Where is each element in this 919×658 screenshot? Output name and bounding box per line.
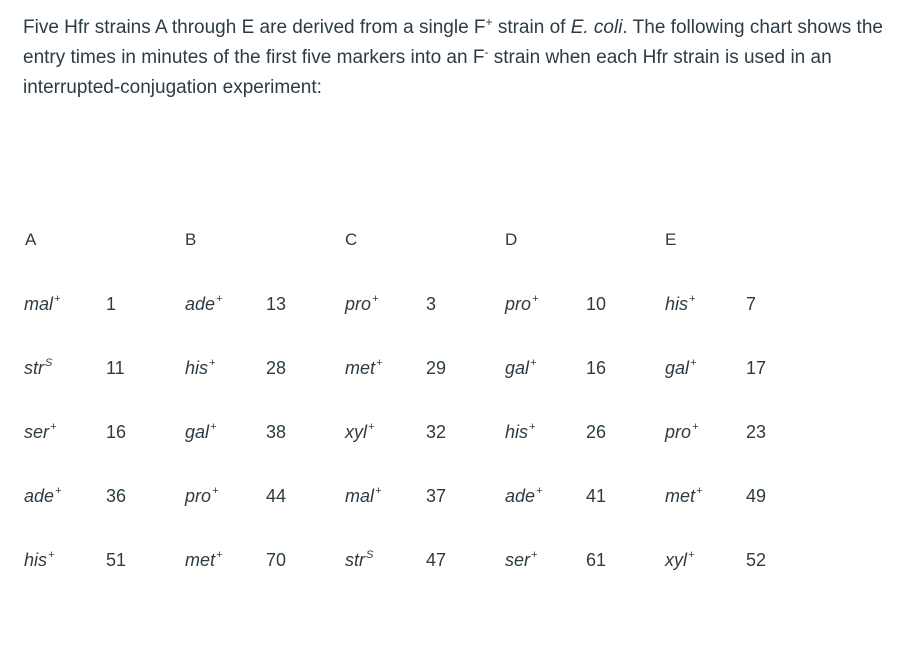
time-cell: 44 <box>266 486 287 506</box>
marker-cell: ade+ <box>24 485 62 506</box>
time-cell: 7 <box>746 294 757 314</box>
intro-text: . The following chart shows the entry times in minutes of the first five markers into an F <box>23 17 883 68</box>
time-cell: 29 <box>426 358 447 378</box>
intro-superscript: - <box>484 45 489 59</box>
strain-header-e: E <box>665 230 677 249</box>
time-cell: 32 <box>426 422 447 442</box>
strain-header-b: B <box>185 230 197 249</box>
marker-cell: ade+ <box>185 293 223 314</box>
intro-paragraph <box>23 13 913 103</box>
time-cell: 37 <box>426 486 447 506</box>
time-cell: 51 <box>106 550 127 570</box>
marker-cell: pro+ <box>665 421 699 442</box>
marker-cell: met+ <box>665 485 703 506</box>
marker-cell: mal+ <box>345 485 382 506</box>
marker-cell: his+ <box>505 421 536 442</box>
species-name: E. coli <box>570 17 623 38</box>
time-cell: 49 <box>746 486 767 506</box>
marker-cell: met+ <box>345 357 383 378</box>
marker-cell: mal+ <box>24 293 61 314</box>
marker-cell: str$^S$ <box>345 549 374 570</box>
time-cell: 1 <box>106 294 117 314</box>
time-cell: 26 <box>586 422 607 442</box>
intro-text: Five Hfr strains A through E are derived from a single F <box>23 17 486 38</box>
marker-cell: gal+ <box>505 357 537 378</box>
intro-superscript: + <box>485 15 493 29</box>
marker-cell: xyl+ <box>345 421 375 442</box>
marker-cell: his+ <box>24 549 55 570</box>
time-cell: 16 <box>586 358 607 378</box>
marker-cell: ade+ <box>505 485 543 506</box>
time-cell: 3 <box>426 294 437 314</box>
time-cell: 23 <box>746 422 767 442</box>
time-cell: 41 <box>586 486 607 506</box>
marker-cell: ser+ <box>505 549 538 570</box>
strain-header-a: A <box>25 230 37 249</box>
marker-cell: met+ <box>185 549 223 570</box>
marker-cell: his+ <box>185 357 216 378</box>
time-cell: 70 <box>266 550 287 570</box>
marker-cell: gal+ <box>185 421 217 442</box>
marker-cell: his+ <box>665 293 696 314</box>
marker-cell: xyl+ <box>665 549 695 570</box>
strain-header-d: D <box>505 230 518 249</box>
time-cell: 61 <box>586 550 607 570</box>
marker-cell: str$^S$ <box>24 357 53 378</box>
time-cell: 52 <box>746 550 767 570</box>
marker-cell: gal+ <box>665 357 697 378</box>
marker-cell: pro+ <box>185 485 219 506</box>
time-cell: 28 <box>266 358 287 378</box>
strain-header-c: C <box>345 230 358 249</box>
time-cell: 10 <box>586 294 607 314</box>
time-cell: 36 <box>106 486 127 506</box>
marker-cell: pro+ <box>505 293 539 314</box>
intro-text: strain when each Hfr strain is used in an interrupted-conjugation experiment: <box>23 47 832 98</box>
marker-cell: ser+ <box>24 421 57 442</box>
time-cell: 17 <box>746 358 767 378</box>
time-cell: 38 <box>266 422 287 442</box>
time-cell: 16 <box>106 422 127 442</box>
marker-cell: pro+ <box>345 293 379 314</box>
time-cell: 13 <box>266 294 287 314</box>
intro-text: strain of <box>492 17 571 38</box>
time-cell: 47 <box>426 550 447 570</box>
time-cell: 11 <box>106 358 125 378</box>
